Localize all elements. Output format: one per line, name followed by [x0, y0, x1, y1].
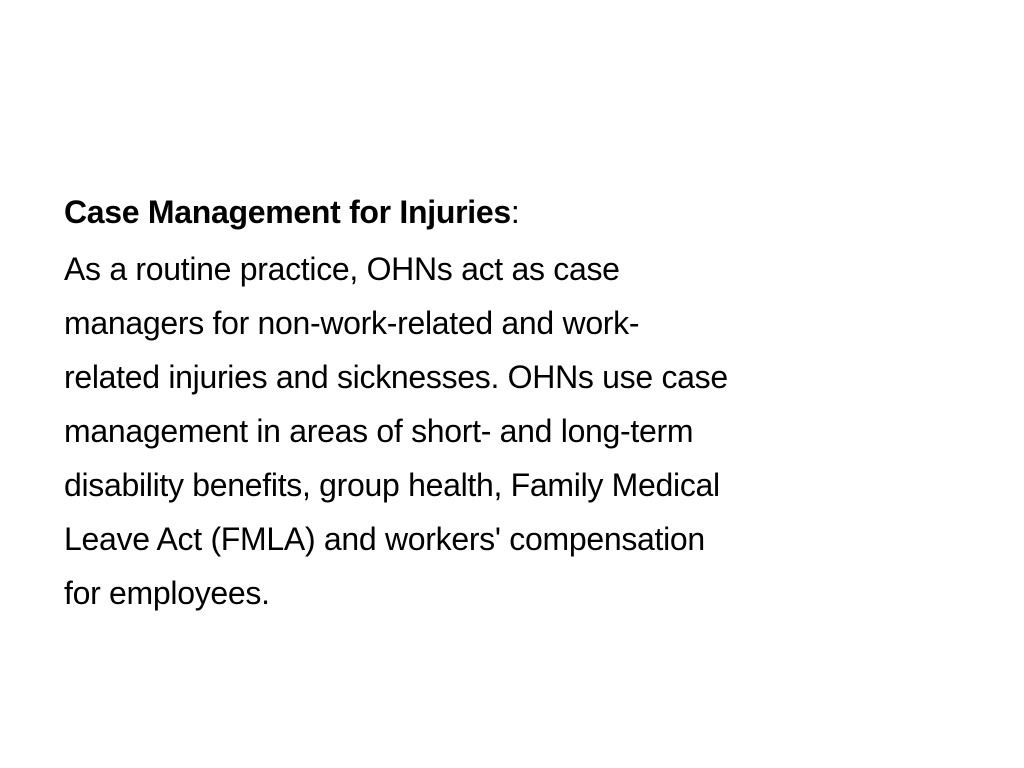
- heading-colon: :: [510, 194, 520, 230]
- slide-content: [64, 188, 964, 620]
- heading-title: Case Management for Injuries: [64, 194, 511, 230]
- slide-heading: [64, 188, 964, 236]
- slide-body-text: As a routine practice, OHNs act as case managers for non-work-related and work- related injuries and sicknesses. OHNs use case management in areas of short- and long-term disability benefits, group health, Family Medical Leave Act (FMLA) and workers' compensation for employees.: [64, 251, 728, 611]
